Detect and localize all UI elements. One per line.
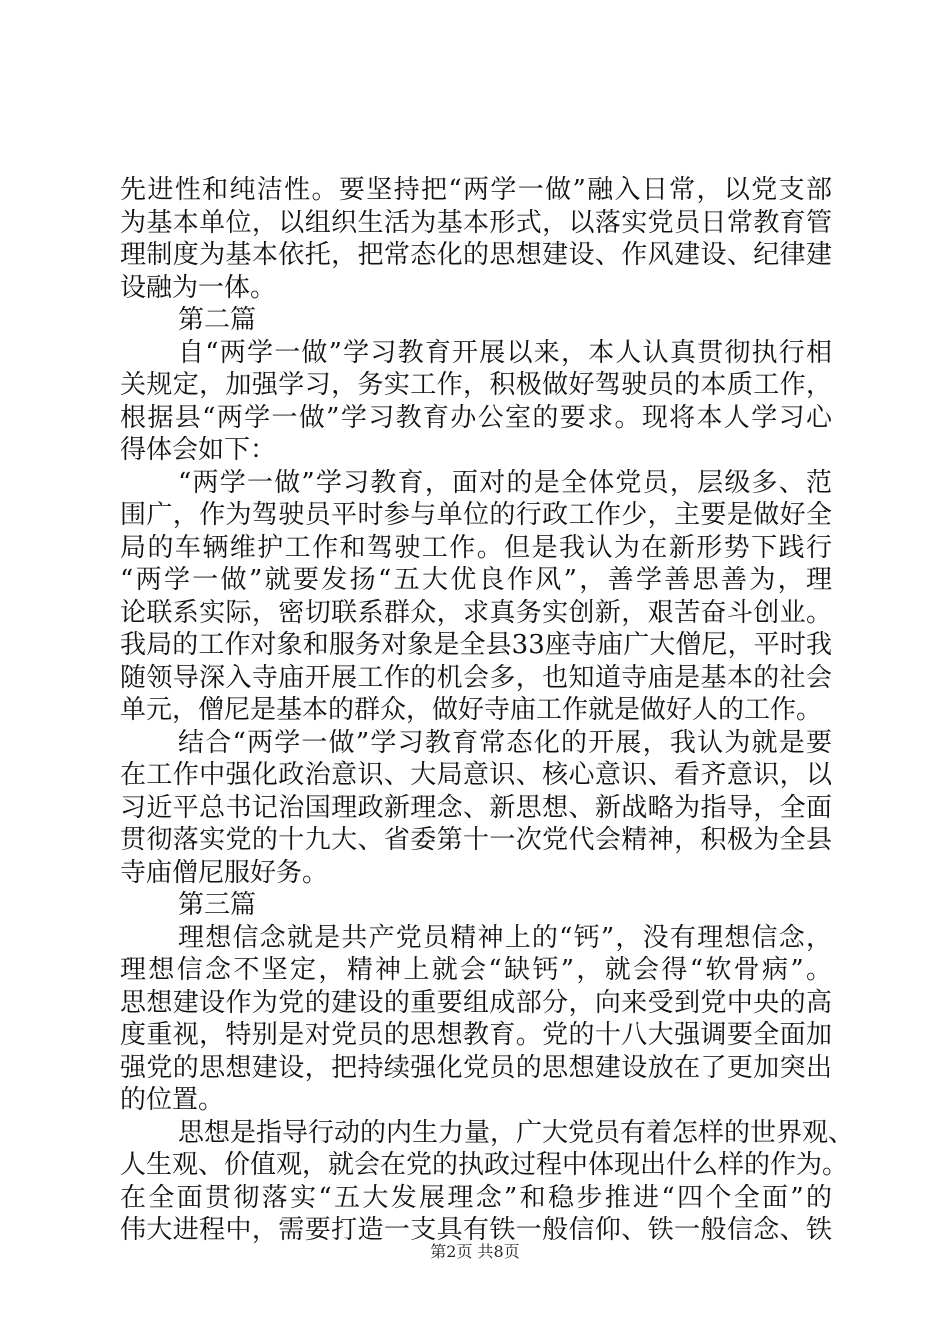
text-line: 为基本单位，以组织生活为基本形式，以落实党员日常教育管: [120, 207, 832, 238]
text-line: 我局的工作对象和服务对象是全县33座寺庙广大僧尼，平时我: [120, 630, 832, 660]
text-line: 关规定，加强学习，务实工作，积极做好驾驶员的本质工作，: [120, 370, 832, 400]
text-line: 根据县“两学一做”学习教育办公室的要求。现将本人学习心: [120, 402, 832, 433]
text-line: 随领导深入寺庙开展工作的机会多，也知道寺庙是基本的社会: [120, 662, 832, 693]
text-line: 的位置。: [120, 1085, 225, 1115]
text-line: 理想信念不坚定，精神上就会“缺钙”，就会得“软骨病”。: [120, 955, 832, 985]
text-line: 设融为一体。: [120, 272, 277, 303]
text-line: 理制度为基本依托，把常态化的思想建设、作风建设、纪律建: [120, 240, 832, 270]
document-body: [120, 174, 855, 1247]
text-line: 贯彻落实党的十九大、省委第十一次党代会精神，积极为全县: [120, 825, 832, 855]
text-line: 理想信念就是共产党员精神上的“钙”，没有理想信念，: [178, 922, 832, 953]
text-line: 得体会如下：: [120, 435, 277, 465]
section-heading: 第二篇: [178, 305, 257, 335]
text-line: “两学一做”就要发扬“五大优良作风”，善学善思善为，理: [120, 565, 832, 595]
text-line: 思想是指导行动的内生力量，广大党员有着怎样的世界观、: [178, 1117, 855, 1148]
text-line: “两学一做”学习教育，面对的是全体党员，层级多、范: [178, 467, 832, 498]
text-line: 在工作中强化政治意识、大局意识、核心意识、看齐意识，以: [120, 760, 832, 790]
text-line: 在全面贯彻落实“五大发展理念”和稳步推进“四个全面”的: [120, 1182, 832, 1213]
text-line: 论联系实际，密切联系群众，求真务实创新，艰苦奋斗创业。: [120, 597, 832, 628]
text-line: 自“两学一做”学习教育开展以来，本人认真贯彻执行相: [178, 337, 832, 368]
page-number: 第2页 共8页: [430, 1242, 520, 1261]
text-line: 先进性和纯洁性。要坚持把“两学一做”融入日常，以党支部: [120, 175, 832, 205]
section-heading: 第三篇: [178, 890, 257, 920]
text-line: 寺庙僧尼服好务。: [120, 857, 329, 888]
text-line: 人生观、价值观，就会在党的执政过程中体现出什么样的作为。: [120, 1150, 849, 1180]
text-line: 围广，作为驾驶员平时参与单位的行政工作少，主要是做好全: [120, 500, 832, 530]
text-line: 思想建设作为党的建设的重要组成部分，向来受到党中央的高: [120, 987, 832, 1018]
text-line: 伟大进程中，需要打造一支具有铁一般信仰、铁一般信念、铁: [120, 1215, 832, 1245]
text-line: 结合“两学一做”学习教育常态化的开展，我认为就是要: [178, 727, 832, 758]
text-line: 度重视，特别是对党员的思想教育。党的十八大强调要全面加: [120, 1020, 832, 1050]
text-line: 强党的思想建设，把持续强化党员的思想建设放在了更加突出: [120, 1052, 832, 1083]
text-line: 单元，僧尼是基本的群众，做好寺庙工作就是做好人的工作。: [120, 695, 823, 725]
text-line: 局的车辆维护工作和驾驶工作。但是我认为在新形势下践行: [120, 532, 832, 563]
text-line: 习近平总书记治国理政新理念、新思想、新战略为指导，全面: [120, 792, 832, 823]
